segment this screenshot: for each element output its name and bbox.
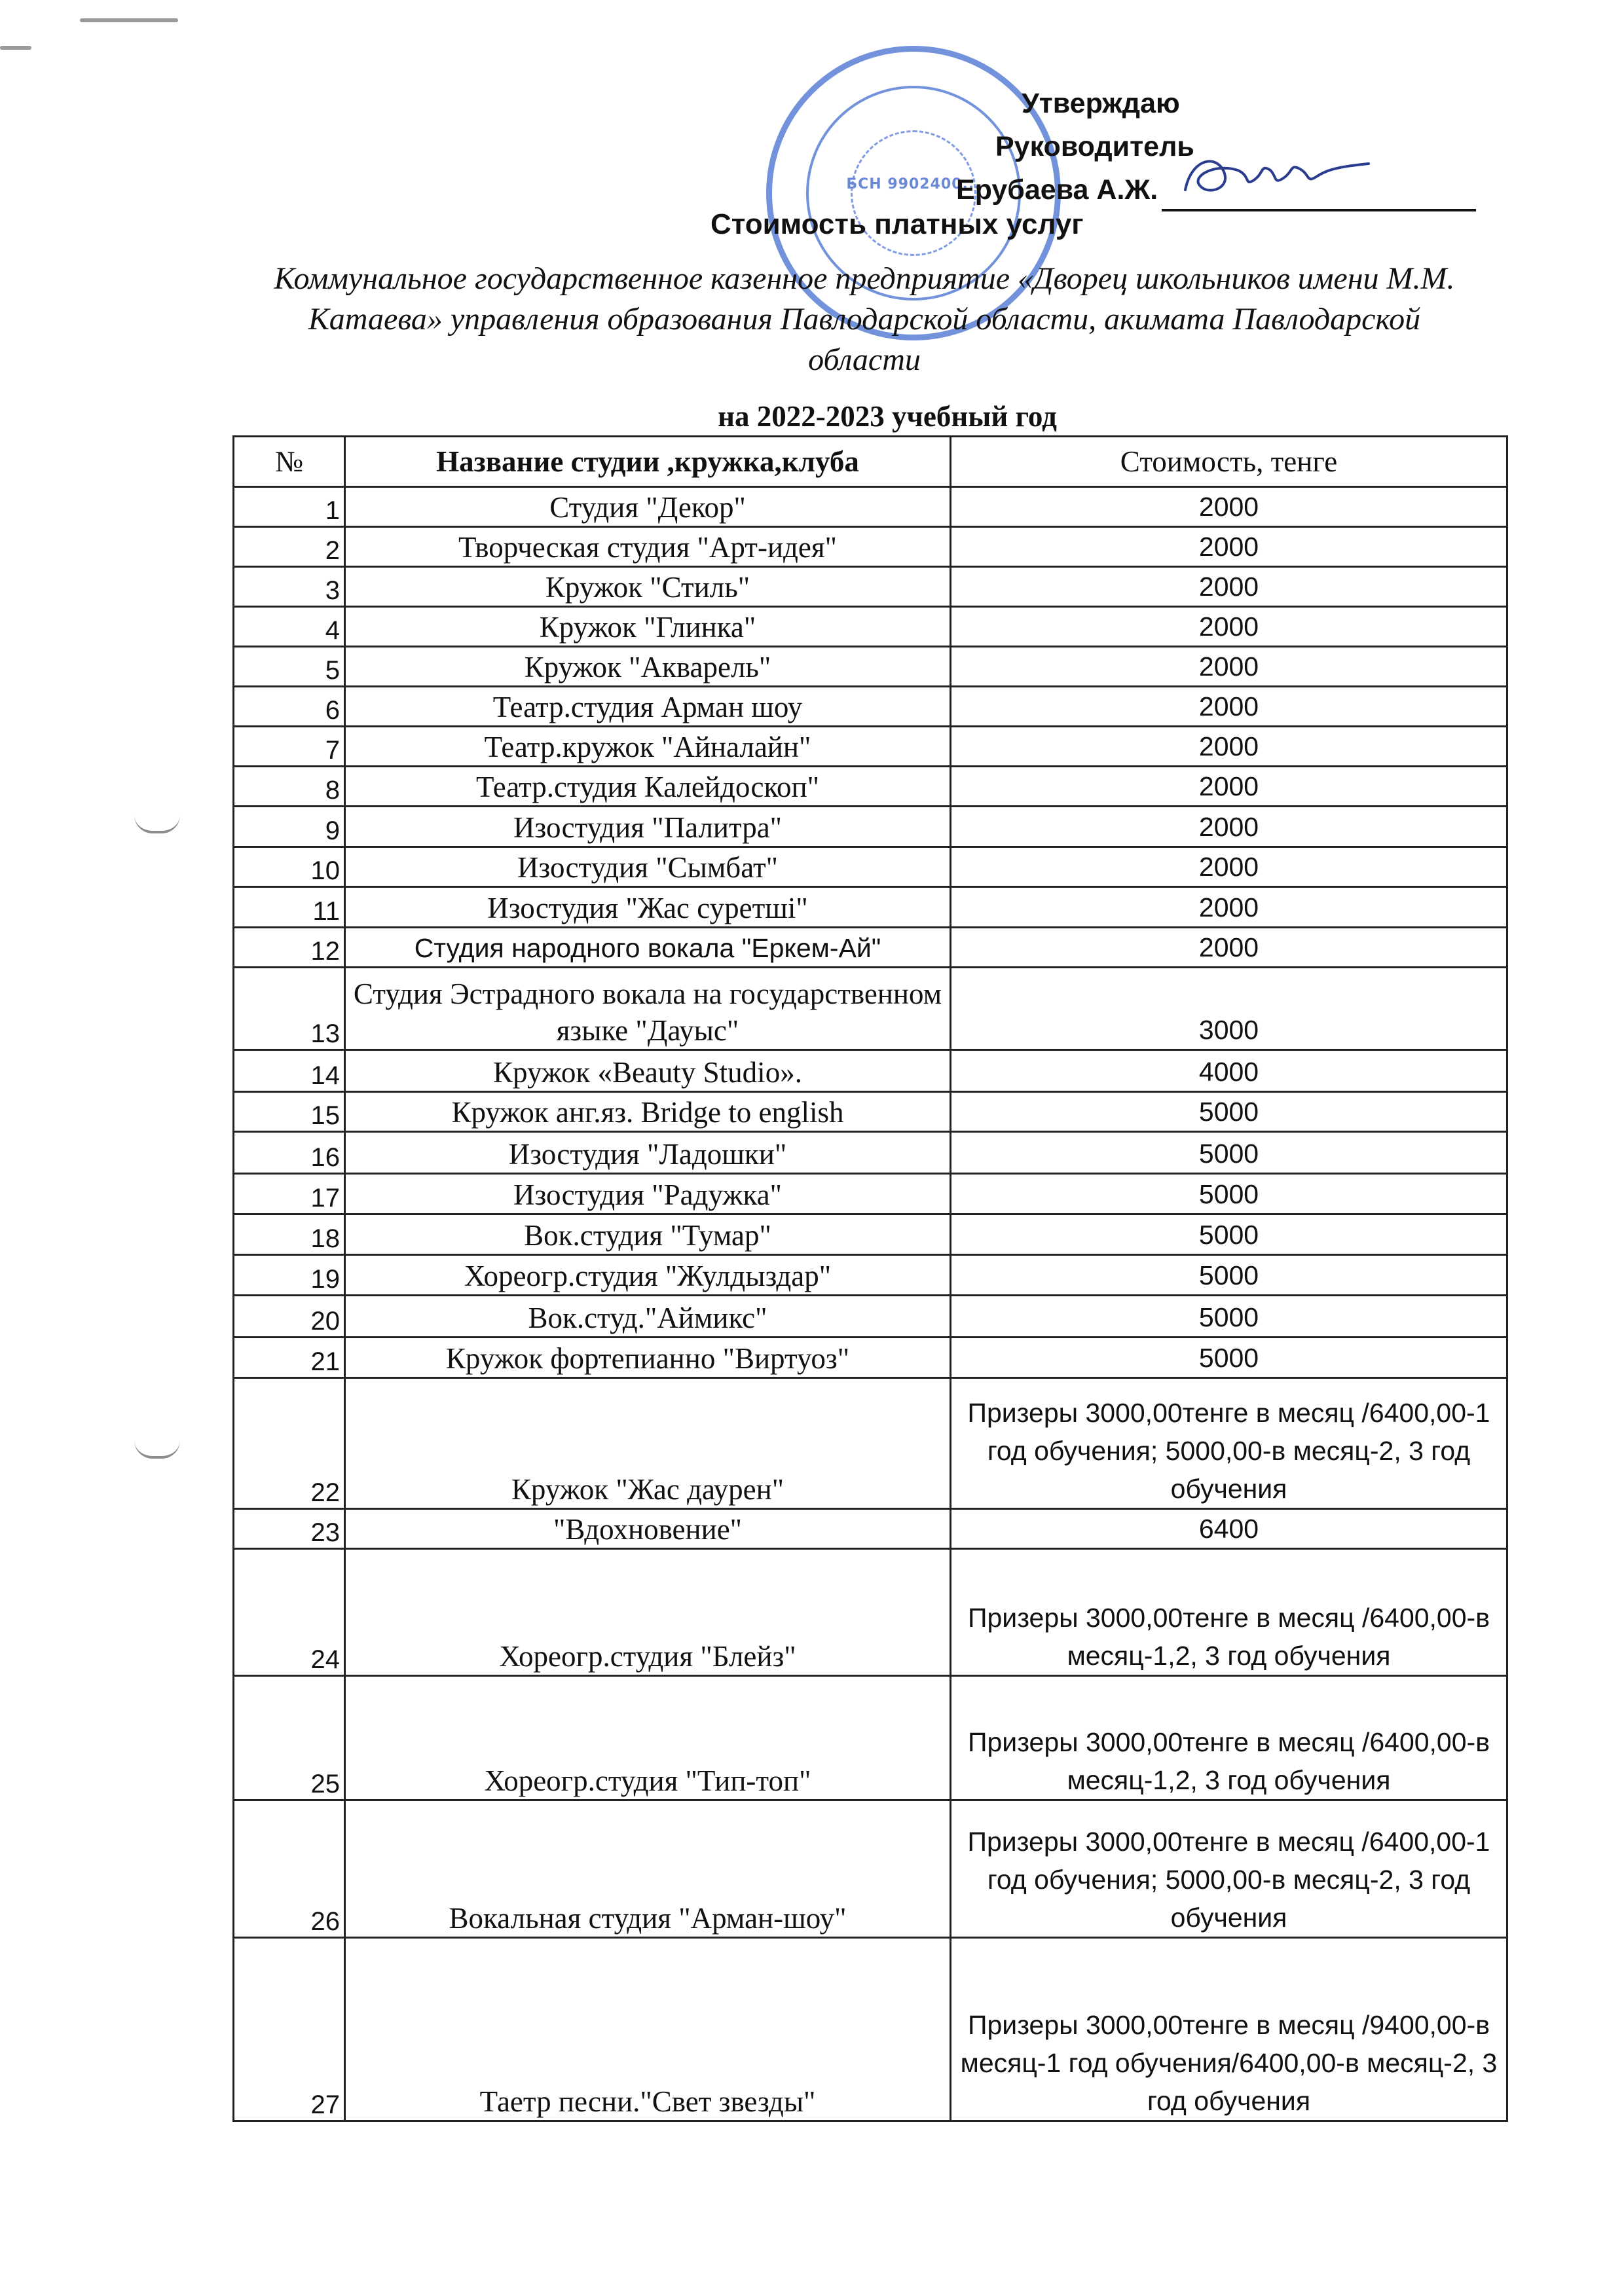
row-number: 22 xyxy=(234,1378,345,1509)
row-cost: Призеры 3000,00тенге в месяц /6400,00-в месяц-1,2, 3 год обучения xyxy=(951,1676,1507,1800)
table-row xyxy=(234,1338,1507,1378)
table-row xyxy=(234,1132,1507,1174)
row-cost: 2000 xyxy=(951,928,1507,968)
handwritten-signature xyxy=(1179,144,1375,203)
table-row xyxy=(234,687,1507,727)
table-row xyxy=(234,1214,1507,1255)
table-row xyxy=(234,767,1507,807)
row-cost: 2000 xyxy=(951,607,1507,647)
row-number: 7 xyxy=(234,727,345,767)
row-name: Студия народного вокала "Еркем-Ай" xyxy=(345,928,951,968)
row-name: Студия Эстрадного вокала на государственном языке "Дауыс" xyxy=(345,968,951,1050)
row-name: Изостудия "Жас суретші" xyxy=(345,887,951,928)
table-row xyxy=(234,1378,1507,1509)
row-number: 23 xyxy=(234,1509,345,1549)
table-row xyxy=(234,1676,1507,1800)
row-name: Изостудия "Палитра" xyxy=(345,807,951,847)
table-row xyxy=(234,607,1507,647)
row-cost: 5000 xyxy=(951,1296,1507,1338)
row-number: 15 xyxy=(234,1092,345,1132)
row-name: Студия "Декор" xyxy=(345,487,951,527)
row-number: 20 xyxy=(234,1296,345,1338)
row-name: Кружок анг.яз. Bridge to english xyxy=(345,1092,951,1132)
row-cost: 2000 xyxy=(951,807,1507,847)
table-row xyxy=(234,1938,1507,2121)
row-number: 19 xyxy=(234,1255,345,1296)
row-name: Таетр песни."Свет звезды" xyxy=(345,1938,951,2121)
table-row xyxy=(234,1092,1507,1132)
stamp-text: БСН 9902400... xyxy=(846,176,981,192)
row-name: Хореогр.студия "Жулдыздар" xyxy=(345,1255,951,1296)
row-name: Вокальная студия "Арман-шоу" xyxy=(345,1800,951,1938)
table-row xyxy=(234,1800,1507,1938)
row-name: Кружок "Стиль" xyxy=(345,567,951,607)
row-name: "Вдохновение" xyxy=(345,1509,951,1549)
table-row xyxy=(234,1255,1507,1296)
row-name: Изостудия "Ладошки" xyxy=(345,1132,951,1174)
row-name: Кружок "Акварель" xyxy=(345,647,951,687)
row-number: 13 xyxy=(234,968,345,1050)
header-number: № xyxy=(234,437,345,487)
row-number: 18 xyxy=(234,1214,345,1255)
scan-mark xyxy=(80,18,178,22)
row-cost: 2000 xyxy=(951,527,1507,567)
row-name: Кружок фортепианно "Виртуоз" xyxy=(345,1338,951,1378)
punch-hole-mark xyxy=(134,815,180,833)
row-number: 4 xyxy=(234,607,345,647)
row-cost: 2000 xyxy=(951,887,1507,928)
punch-hole-mark xyxy=(134,1440,180,1459)
row-number: 26 xyxy=(234,1800,345,1938)
row-name: Кружок "Жас даурен" xyxy=(345,1378,951,1509)
row-cost: 2000 xyxy=(951,767,1507,807)
document-title: Стоимость платных услуг xyxy=(710,208,1084,240)
row-cost: 2000 xyxy=(951,487,1507,527)
table-row xyxy=(234,928,1507,968)
row-number: 11 xyxy=(234,887,345,928)
row-cost: 2000 xyxy=(951,847,1507,887)
row-number: 27 xyxy=(234,1938,345,2121)
approver-name: Ерубаева А.Ж. xyxy=(956,174,1158,206)
table-row xyxy=(234,887,1507,928)
row-cost: 2000 xyxy=(951,647,1507,687)
table-row xyxy=(234,727,1507,767)
price-table xyxy=(232,435,1508,2122)
table-row xyxy=(234,1549,1507,1676)
row-name: Театр.студия Арман шоу xyxy=(345,687,951,727)
table-row xyxy=(234,807,1507,847)
scan-mark xyxy=(0,46,31,50)
row-number: 3 xyxy=(234,567,345,607)
row-number: 17 xyxy=(234,1174,345,1214)
row-cost: 4000 xyxy=(951,1050,1507,1092)
table-row xyxy=(234,487,1507,527)
row-number: 16 xyxy=(234,1132,345,1174)
row-name: Вок.студия "Тумар" xyxy=(345,1214,951,1255)
row-name: Изостудия "Сымбат" xyxy=(345,847,951,887)
table-row xyxy=(234,847,1507,887)
row-cost: Призеры 3000,00тенге в месяц /6400,00-1 год обучения; 5000,00-в месяц-2, 3 год обучения xyxy=(951,1378,1507,1509)
row-number: 1 xyxy=(234,487,345,527)
table-row xyxy=(234,968,1507,1050)
row-cost: 5000 xyxy=(951,1174,1507,1214)
row-number: 9 xyxy=(234,807,345,847)
row-cost: 5000 xyxy=(951,1132,1507,1174)
table-row xyxy=(234,1174,1507,1214)
row-cost: 2000 xyxy=(951,687,1507,727)
row-cost: 6400 xyxy=(951,1509,1507,1549)
academic-year: на 2022-2023 учебный год xyxy=(718,400,1057,433)
approval-label: Утверждаю xyxy=(1022,88,1180,119)
row-name: Хореогр.студия "Блейз" xyxy=(345,1549,951,1676)
organization-name: Коммунальное государственное казенное предприятие «Дворец школьников имени М.М. Катаева» управления образования Павлодарской области, акимата Павлодарской области xyxy=(274,261,1455,377)
row-cost: Призеры 3000,00тенге в месяц /6400,00-в месяц-1,2, 3 год обучения xyxy=(951,1549,1507,1676)
row-cost: 2000 xyxy=(951,567,1507,607)
row-number: 6 xyxy=(234,687,345,727)
table-row xyxy=(234,1296,1507,1338)
row-cost: 5000 xyxy=(951,1255,1507,1296)
row-name: Хореогр.студия "Тип-топ" xyxy=(345,1676,951,1800)
row-name: Вок.студ."Аймикс" xyxy=(345,1296,951,1338)
row-cost: 5000 xyxy=(951,1214,1507,1255)
approver-position: Руководитель xyxy=(995,131,1194,162)
table-header-row xyxy=(234,437,1507,487)
row-cost: Призеры 3000,00тенге в месяц /9400,00-в месяц-1 год обучения/6400,00-в месяц-2, 3 год обучения xyxy=(951,1938,1507,2121)
table-row xyxy=(234,647,1507,687)
row-name: Театр.кружок "Айналайн" xyxy=(345,727,951,767)
row-name: Театр.студия Калейдоскоп" xyxy=(345,767,951,807)
table-row xyxy=(234,567,1507,607)
row-number: 5 xyxy=(234,647,345,687)
header-cost: Стоимость, тенге xyxy=(951,437,1507,487)
row-cost: Призеры 3000,00тенге в месяц /6400,00-1 год обучения; 5000,00-в месяц-2, 3 год обучения xyxy=(951,1800,1507,1938)
row-name: Творческая студия "Арт-идея" xyxy=(345,527,951,567)
row-cost: 5000 xyxy=(951,1338,1507,1378)
table-row xyxy=(234,1050,1507,1092)
row-number: 8 xyxy=(234,767,345,807)
row-number: 14 xyxy=(234,1050,345,1092)
row-name: Изостудия "Радужка" xyxy=(345,1174,951,1214)
row-cost: 3000 xyxy=(951,968,1507,1050)
row-number: 24 xyxy=(234,1549,345,1676)
row-cost: 2000 xyxy=(951,727,1507,767)
row-number: 25 xyxy=(234,1676,345,1800)
header-name: Название студии ,кружка,клуба xyxy=(345,437,951,487)
row-name: Кружок «Beauty Studio». xyxy=(345,1050,951,1092)
row-number: 2 xyxy=(234,527,345,567)
row-number: 21 xyxy=(234,1338,345,1378)
row-cost: 5000 xyxy=(951,1092,1507,1132)
table-row xyxy=(234,1509,1507,1549)
table-row xyxy=(234,527,1507,567)
row-number: 12 xyxy=(234,928,345,968)
row-number: 10 xyxy=(234,847,345,887)
row-name: Кружок "Глинка" xyxy=(345,607,951,647)
